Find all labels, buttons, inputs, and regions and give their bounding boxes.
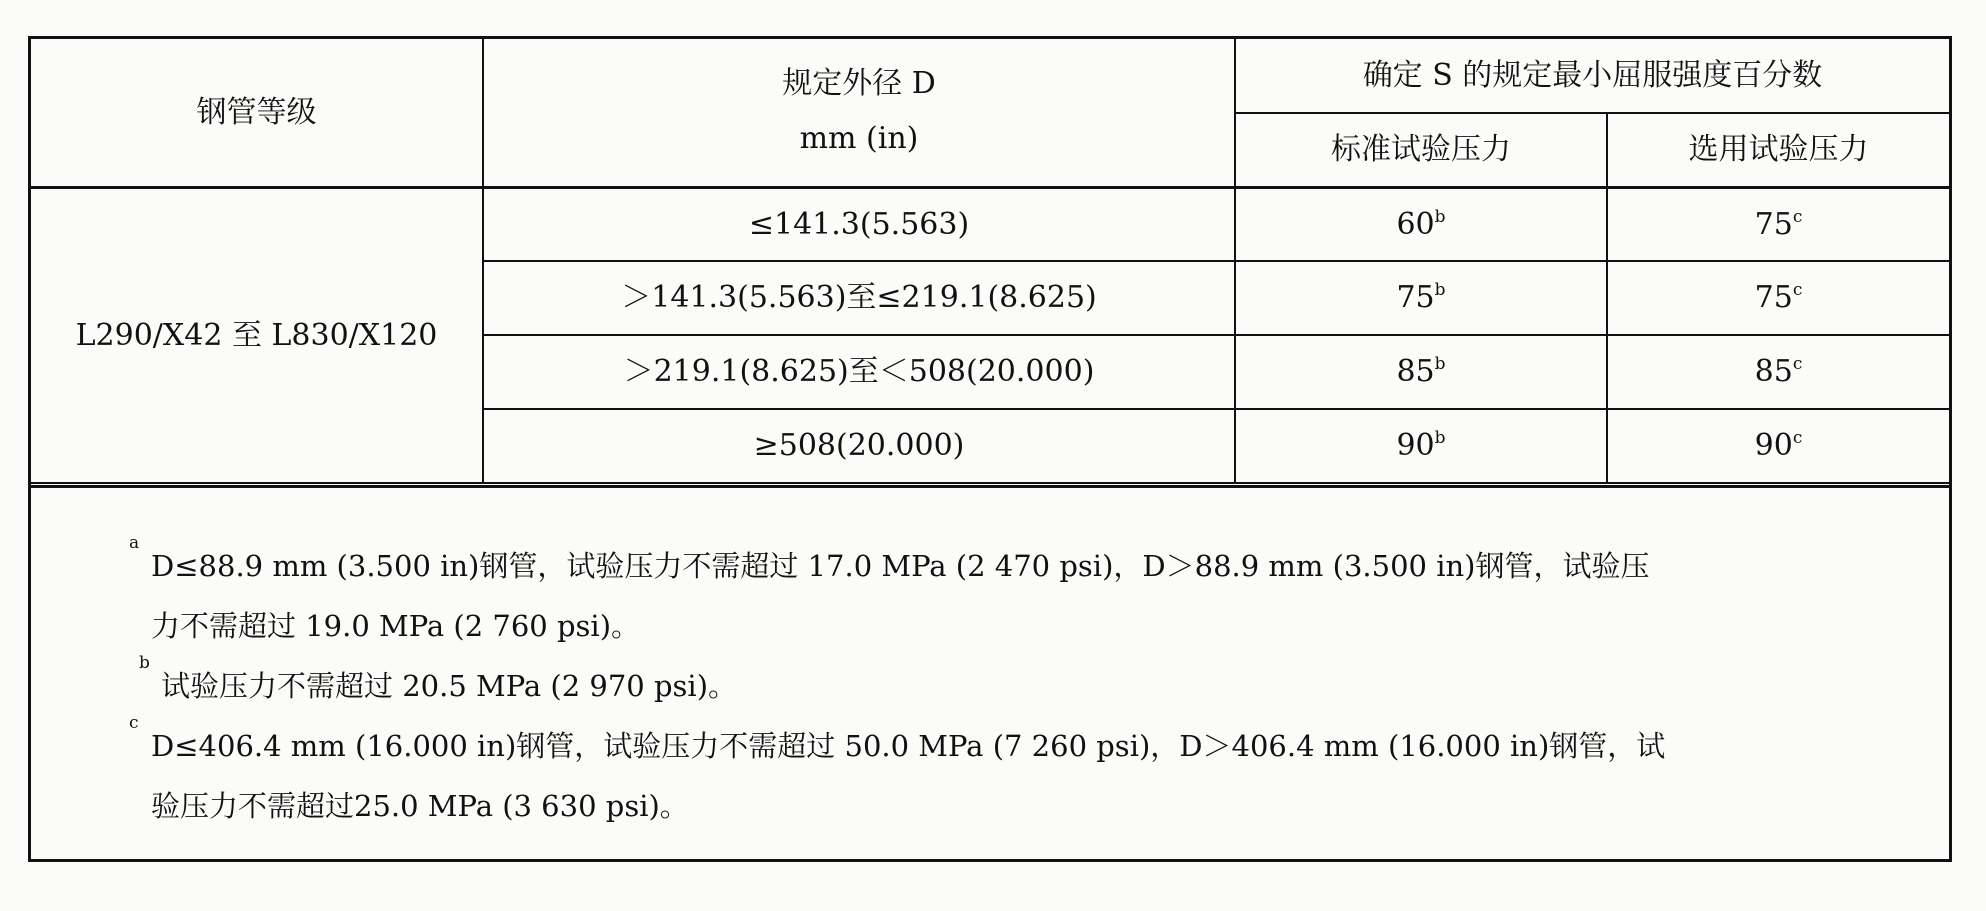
standard-cell: 75$^b$ [1235, 261, 1607, 335]
pressure-table-frame [28, 36, 1952, 862]
table-footnotes [31, 485, 1949, 859]
footnote-a-line-2: 力不需超过 19.0 MPa (2 760 psi)。 [151, 609, 641, 643]
footnote-c-line-1: D≤406.4 mm (16.000 in)钢管，试验压力不需超过 50.0 MPa (7 260 psi)，D＞406.4 mm (16.000 in)钢管，试 [151, 729, 1666, 763]
od-cell: ≤141.3(5.563) [483, 187, 1235, 261]
header-od-title: 规定外径 D [782, 66, 936, 102]
alternative-cell: 75$^c$ [1607, 187, 1949, 261]
footnote-b-line-1: 试验压力不需超过 20.5 MPa (2 970 psi)。 [161, 669, 738, 703]
header-grade: 钢管等级 [31, 39, 483, 187]
alternative-cell: 85$^c$ [1607, 335, 1949, 409]
table-header-row-1 [31, 39, 1949, 113]
footnote-mark-a: a [129, 533, 140, 553]
od-cell: ≥508(20.000) [483, 409, 1235, 483]
test-pressure-table [31, 39, 1949, 484]
footnote-a [129, 533, 1915, 656]
header-outside-diameter [483, 39, 1235, 187]
header-yield-percentage: 确定 S 的规定最小屈服强度百分数 [1235, 39, 1949, 113]
standard-cell: 60$^b$ [1235, 187, 1607, 261]
header-od-unit: mm (in) [799, 120, 919, 156]
footnote-c [129, 713, 1915, 836]
alternative-cell: 75$^c$ [1607, 261, 1949, 335]
standard-cell: 85$^b$ [1235, 335, 1607, 409]
footnote-mark-b: b [139, 653, 150, 673]
footnote-a-line-1: D≤88.9 mm (3.500 in)钢管，试验压力不需超过 17.0 MPa (2 470 psi)，D＞88.9 mm (3.500 in)钢管，试验压 [151, 549, 1650, 583]
footnote-c-line-2: 验压力不需超过25.0 MPa (3 630 psi)。 [151, 789, 689, 823]
alternative-cell: 90$^c$ [1607, 409, 1949, 483]
header-standard-pressure: 标准试验压力 [1235, 113, 1607, 187]
grade-cell: L290/X42 至 L830/X120 [31, 187, 483, 483]
footnote-b [139, 653, 1915, 716]
od-cell: ＞141.3(5.563)至≤219.1(8.625) [483, 261, 1235, 335]
table-row [31, 187, 1949, 261]
footnote-mark-c: c [129, 713, 139, 733]
header-alternative-pressure: 选用试验压力 [1607, 113, 1949, 187]
od-cell: ＞219.1(8.625)至＜508(20.000) [483, 335, 1235, 409]
standard-cell: 90$^b$ [1235, 409, 1607, 483]
